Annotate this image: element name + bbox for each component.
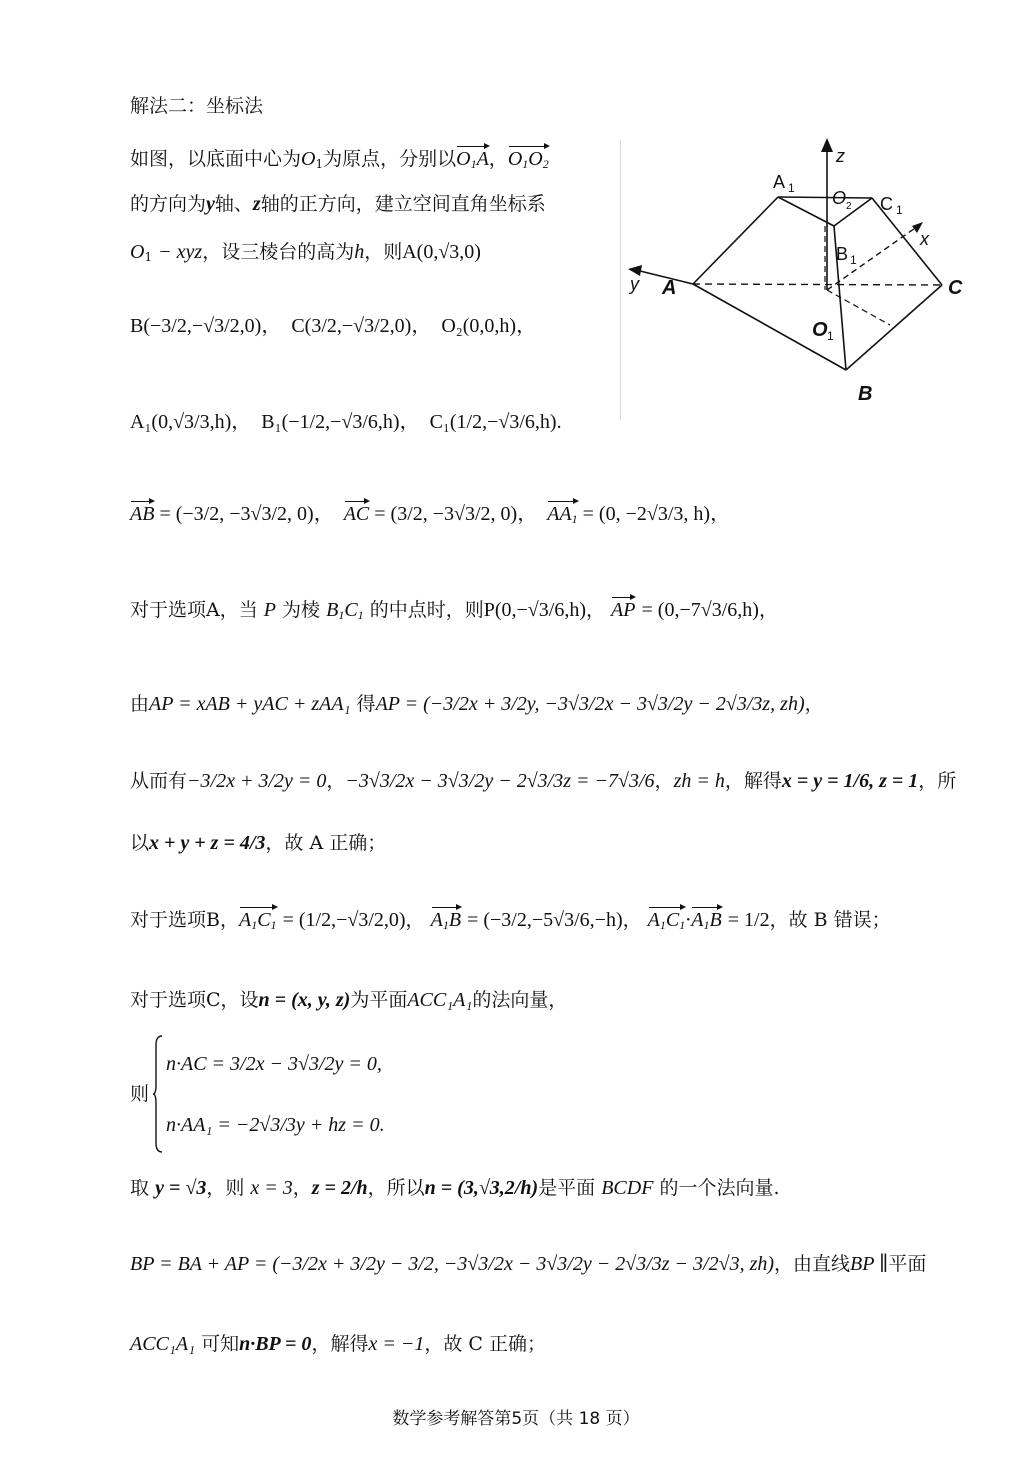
option-c-take-line: 取 y = √3，则 x = 3，z = 2/h，所以n = (3,√3,2/h)是平面 BCDF 的一个法向量. <box>130 1177 780 1199</box>
option-c-bp-line: BP = BA + AP = (−3/2x + 3/2y − 3/2, −3√3/2x − 3√3/2y − 2√3/3z − 3/2√3, zh)，由直线BP ∥平面 <box>130 1253 927 1275</box>
svg-text:1: 1 <box>896 203 903 217</box>
vectors-row: AB = (−3/2, −3√3/2, 0)， AC = (3/2, −3√3/2, 0)， $AA_1 = (0$, −2√3/3, h)， <box>130 500 730 533</box>
option-a-line-1: 对于选项A，当 P 为棱 $B_1C_1$ 的中点时，则P(0,−√3/6,h)， AP = (0,−7√3/6,h)， <box>130 596 778 629</box>
svg-text:1: 1 <box>788 181 795 195</box>
fig-label-A1: A <box>773 172 786 192</box>
svg-text:1: 1 <box>827 329 834 343</box>
fig-label-A: A <box>662 277 677 299</box>
svg-text:1: 1 <box>850 253 857 267</box>
page-footer: 数学参考解答第5页（共 18 页） <box>392 1409 640 1429</box>
points-row-2: A₁(0,√3/3,h)， B₁(−1/2,−√3/6,h)， C₁(1/2,−√3/6,h). <box>130 411 562 433</box>
frustum-figure <box>620 130 980 430</box>
intro-line-2: 的方向为y轴、z轴的正方向，建立空间直角坐标系 <box>130 193 546 215</box>
option-a-line-3: 从而有−3/2x + 3/2y = 0，−3√3/2x − 3√3/2y − 2√3/3z = −7√3/6，zh = h，解得x = y = 1/6, z = 1，所 <box>130 770 957 792</box>
system-then: 则 <box>130 1083 150 1105</box>
option-a-line-4: 以x + y + z = 4/3，故 A 正确； <box>130 832 387 854</box>
fig-label-B1: B <box>836 244 849 264</box>
intro-line-1: 如图，以底面中心为$O_1$为原点，分别以$O_1A$，$O_1O_2$ <box>130 145 549 178</box>
fig-label-C1: C <box>880 194 893 214</box>
option-b-line: 对于选项B，$A_1C_1 = (1/2,-√3/2,0)$， $A_1B = (-3/2,-5√3/6,-h)$， $A_1C_1\cdot A_1B = 1/2$，故 B 错误； <box>130 906 891 939</box>
svg-text:2: 2 <box>846 201 852 212</box>
intro-line-3: $O_1$ − xyz，设三棱台的高为h，则A(0,√3,0) <box>130 241 481 264</box>
z-axis-arrow <box>821 138 833 152</box>
points-row-1: B(−3/2,−√3/2,0)， C(3/2,−√3/2,0)， O₂(0,0,h)， <box>130 315 537 337</box>
fig-label-C: C <box>948 277 963 299</box>
fig-label-x: x <box>920 229 929 249</box>
system-eq-1: n·AC = 3/2x − 3√3/2y = 0, <box>166 1053 382 1075</box>
option-c-line-1: 对于选项C，设n = (x, y, z)为平面ACC₁A₁的法向量， <box>130 989 568 1011</box>
option-a-line-2: 由AP = xAB + yAC + zAA₁ 得AP = (−3/2x + 3/2y, −3√3/2x − 3√3/2y − 2√3/3z, zh)， <box>130 693 824 715</box>
fig-label-z: z <box>836 146 845 166</box>
system-eq-2: n·AA₁ = −2√3/3y + hz = 0. <box>166 1114 385 1136</box>
fig-label-B: B <box>858 383 873 405</box>
heading: 解法二：坐标法 <box>130 95 264 117</box>
fig-label-y: y <box>630 274 639 294</box>
fig-label-O2: O <box>832 188 847 208</box>
fig-label-O1: O <box>812 319 828 341</box>
option-c-last-line: ACC₁A₁ 可知n·BP = 0，解得x = −1，故 C 正确； <box>130 1333 546 1355</box>
system-brace <box>153 1035 163 1153</box>
